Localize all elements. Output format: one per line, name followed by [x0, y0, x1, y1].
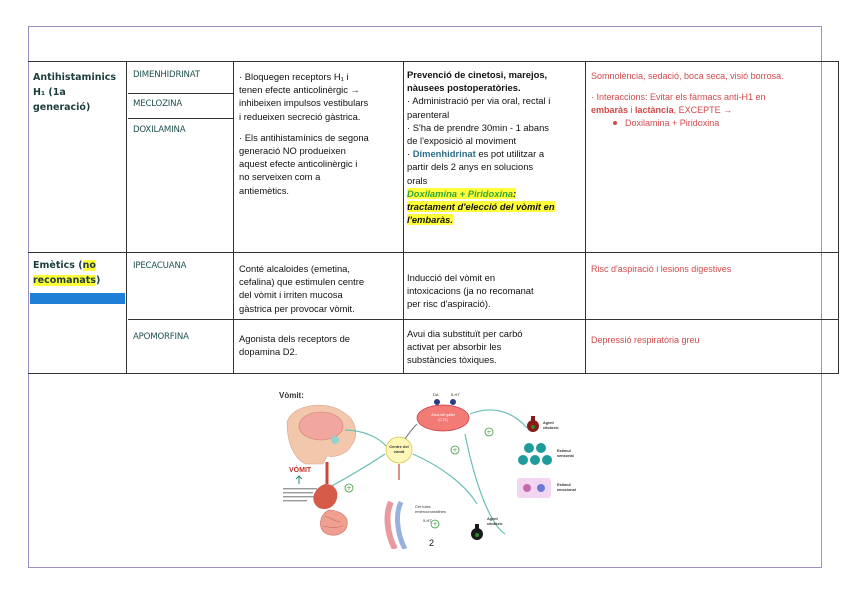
text-span: ): [95, 275, 101, 286]
highlight-colon: :: [513, 187, 517, 199]
bullet-icon: [613, 121, 617, 125]
text-line: generació NO produeixen: [239, 145, 346, 157]
text-span: i: [628, 105, 636, 115]
caption-line: [283, 496, 315, 497]
text-span: ·: [407, 148, 413, 160]
category-line: [33, 258, 125, 273]
page-number: 2: [429, 538, 435, 548]
caption-line: [283, 500, 307, 501]
text-line: de l'exposició al moviment: [407, 135, 517, 147]
cells-label: Cèl·lules: [415, 504, 431, 509]
cells-label-2: enterocromafines: [415, 509, 446, 514]
emotional-figure: [537, 484, 545, 492]
text-span: embaràs: [591, 105, 629, 115]
drug-doxilamina: DOXILAMINA: [133, 125, 186, 135]
vomit-center-label-2: vòmit: [393, 449, 405, 454]
sensory-icon: [524, 443, 534, 453]
highlight-line: [407, 187, 585, 200]
drug-apomorfina: APOMORFINA: [133, 332, 189, 342]
text-line: substàncies tòxiques.: [407, 354, 497, 366]
text-span: Emètics (: [33, 260, 83, 271]
emotional-label: Estímul: [557, 483, 571, 487]
agent-bottom-label: Agent: [487, 517, 498, 521]
text-line: dopamina D2.: [239, 346, 298, 358]
plus-sign: +: [452, 447, 458, 454]
text-line: · S'ha de prendre 30min - 1 abans: [407, 121, 549, 133]
text-line: · Bloquegen receptors H₁ i: [239, 71, 349, 82]
caption-line: [283, 488, 317, 489]
figure-title: Vòmit:: [279, 391, 304, 400]
text-line: Conté alcaloides (emetina,: [239, 263, 350, 274]
highlight-line: [407, 213, 585, 226]
text-line: [591, 104, 837, 117]
agent-top-label: Agent: [543, 421, 554, 425]
text-line: parenteral: [407, 108, 450, 120]
category-line: H₁ (1a generació): [33, 87, 91, 113]
sensory-label-2: sensorial: [557, 454, 574, 458]
ht-label-2: 5-HT: [423, 518, 432, 523]
category-antihistaminics: [33, 70, 125, 115]
text-line: Avui dia substituït per carbó: [407, 328, 523, 339]
receptor-dot: [434, 399, 440, 405]
drug-dimenhidrinat: DIMENHIDRINAT: [133, 70, 200, 80]
text-line: Somnolència, sedació, boca seca, visió borrosa.: [591, 71, 784, 81]
text-line: · Administració per via oral, rectal i: [407, 95, 551, 107]
text-line: Agonista dels receptors de: [239, 333, 351, 344]
adverse-ipecacuana: Risc d'aspiració i lesions digestives: [591, 264, 732, 274]
agent-skull-icon-2: [475, 533, 479, 537]
highlight-text: recomanats: [33, 275, 96, 286]
highlight-text: tractament d'elecció del vòmit en: [407, 201, 555, 213]
text-line: Prevenció de cinetosi, marejos,: [407, 69, 548, 80]
drug-meclozina: MECLOZINA: [133, 99, 183, 109]
drug-name-highlight: Dimenhidrinat: [412, 148, 476, 160]
ctz-label: Zona del gallet: [431, 413, 455, 417]
agent-bottle-neck-2: [475, 524, 479, 530]
agent-bottle-neck: [531, 416, 535, 422]
text-line: aquest efecte anticolinèrgic i: [239, 158, 358, 170]
caption-line: [283, 492, 313, 493]
agent-top-label-2: citotòxic: [543, 426, 559, 430]
vomit-diagram: [265, 384, 599, 549]
highlight-line: [407, 200, 585, 213]
text-span: es pot utilitzar a: [475, 148, 545, 160]
vomit-diagram-svg: [265, 384, 599, 549]
indication-apomorfina: [407, 327, 585, 367]
indication-ipecacuana: [407, 271, 585, 311]
text-line: tenen efecte anticolinèrgic →: [239, 84, 360, 96]
plus-sign: +: [486, 429, 492, 436]
category-line: [33, 273, 125, 288]
text-line: Inducció del vòmit en: [407, 272, 496, 283]
text-line: del vòmit i irriten mucosa: [239, 289, 343, 301]
sensory-icon: [518, 455, 528, 465]
sensory-icon: [536, 443, 546, 453]
emotional-icon: [517, 478, 551, 498]
sensory-icon: [542, 455, 552, 465]
emotional-label-2: emocional: [557, 488, 576, 492]
emotional-figure: [523, 484, 531, 492]
vomit-label: VÒMIT: [289, 467, 312, 474]
text-line: intoxicacions (ja no recomanat: [407, 285, 534, 297]
plus-sign: +: [346, 485, 352, 492]
text-line: orals: [407, 174, 428, 186]
text-line: [407, 147, 585, 160]
sensory-icon: [530, 455, 540, 465]
highlight-text: no: [82, 260, 96, 271]
text-line: i redueixen secreció gàstrica.: [239, 110, 361, 122]
receptor-dot: [450, 399, 456, 405]
vomit-center-label: Centre del: [389, 444, 409, 449]
text-line: nàusees postoperatòries.: [407, 82, 521, 94]
highlight-text: l'embaràs.: [407, 214, 454, 226]
agent-bottom-label-2: citotòxic: [487, 522, 503, 526]
plus-sign: +: [432, 521, 438, 528]
text-line: · Els antihistamínics de segona: [239, 131, 369, 143]
drug-ipecacuana: IPECACUANA: [133, 261, 187, 271]
text-line: per risc d'aspiració).: [407, 298, 491, 310]
text-line: gàstrica per provocar vòmit.: [239, 302, 355, 314]
ht-label: 5-HT: [451, 392, 460, 397]
adverse-antihistaminics: [591, 70, 837, 130]
text-line: antiemètics.: [239, 184, 290, 196]
brain-shape: [299, 412, 343, 440]
text-line: partir dels 2 anys en solucions: [407, 161, 534, 173]
category-emetics: [33, 258, 125, 288]
text-span: Doxilamina + Piridoxina: [625, 118, 720, 128]
ctz-label-2: (CTZ): [438, 418, 448, 422]
indication-antihistaminics: [407, 68, 585, 226]
text-line: no serveixen com a: [239, 171, 321, 183]
blue-highlight-bar: [30, 293, 125, 304]
adverse-apomorfina: Depressió respiratòria greu: [591, 335, 700, 345]
text-line: inhibeixen impulsos vestibulars: [239, 97, 369, 109]
text-span: lactància: [635, 105, 674, 115]
mechanism-ipecacuana: [239, 262, 402, 315]
category-line: Antihistaminics: [33, 72, 116, 83]
da-label: DA: [433, 392, 439, 397]
text-span: , EXCEPTE →: [673, 105, 733, 115]
sensory-label: Estímul: [557, 449, 571, 453]
mechanism-apomorfina: [239, 332, 402, 358]
brainstem-dot: [331, 436, 339, 444]
text-line: activat per absorbir les: [407, 341, 502, 353]
text-line: · Interaccions: Evitar els fàrmacs anti-H1 en: [591, 92, 766, 102]
mechanism-antihistaminics: [239, 70, 402, 197]
text-line: cefalina) que estimulen centre: [239, 276, 365, 288]
bullet-item: [591, 117, 837, 130]
agent-skull-icon: [531, 425, 535, 429]
highlight-drugs: Doxilamina + Piridoxina: [407, 187, 514, 199]
